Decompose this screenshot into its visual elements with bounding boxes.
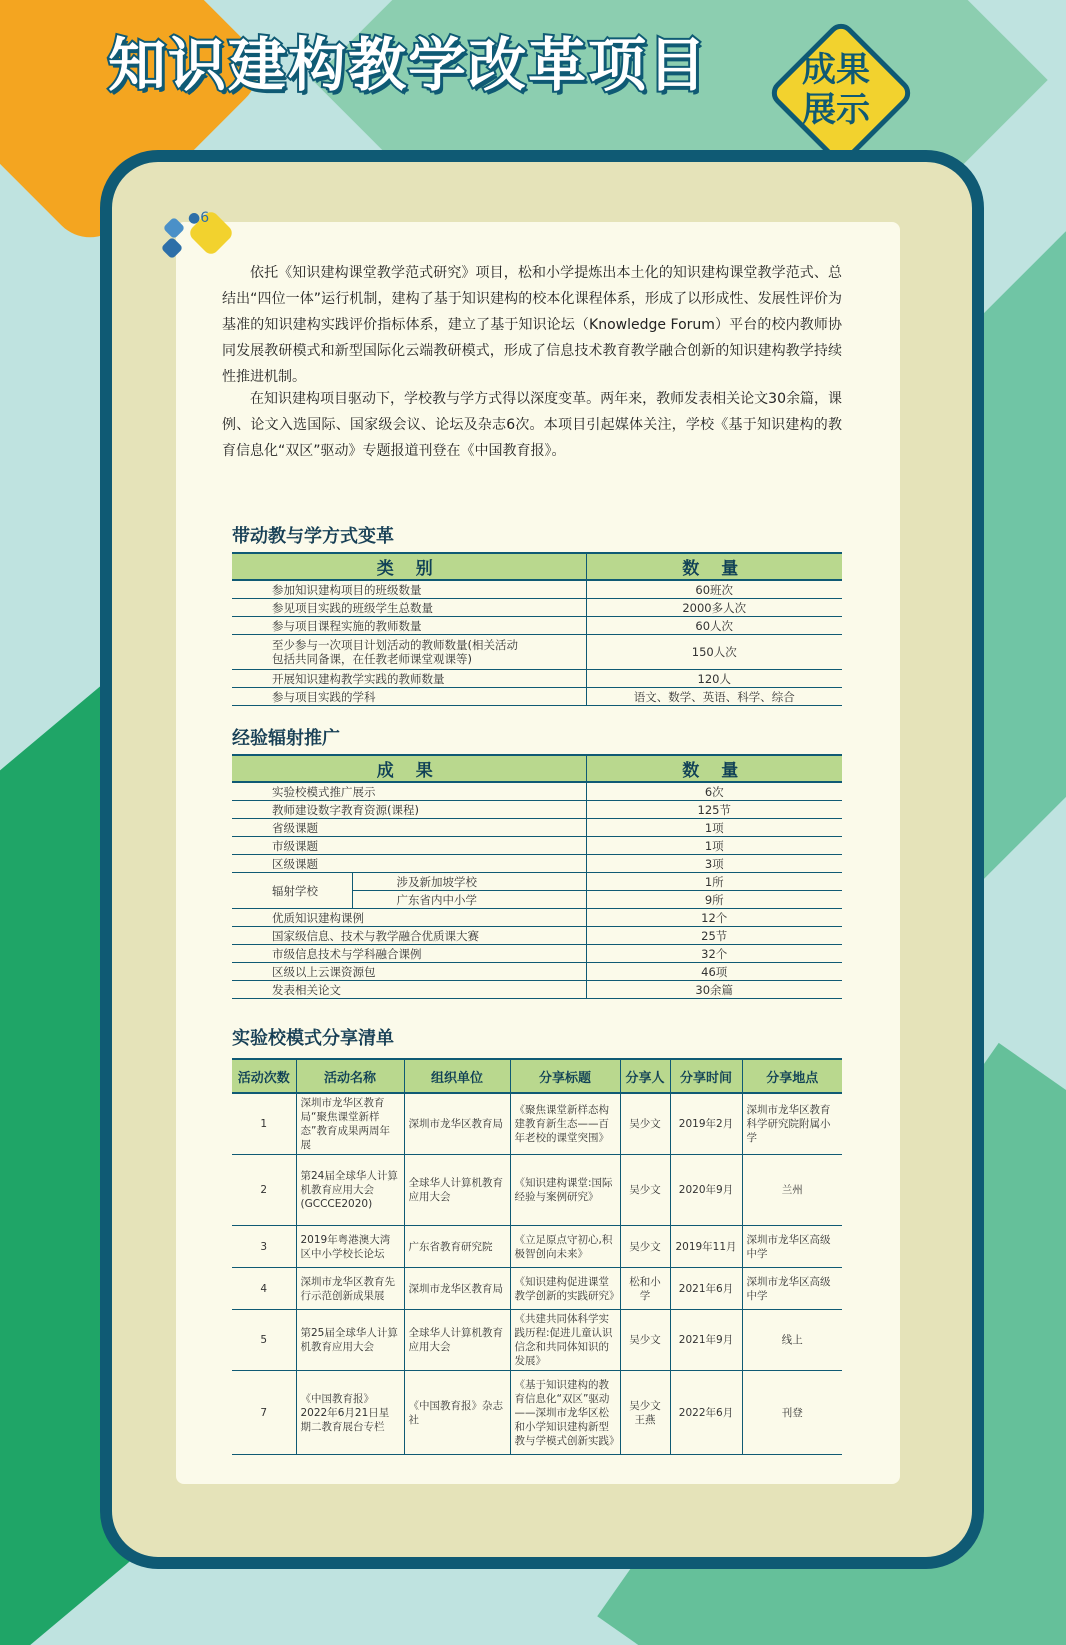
svg-text:●6: ●6: [188, 210, 210, 226]
radiate-label: 辐射学校: [232, 873, 352, 909]
col-header: 数 量: [586, 755, 842, 782]
table-row: 2 第24届全球华人计算机教育应用大会(GCCCE2020) 全球华人计算机教育应用大会 《知识建构课堂:国际经验与案例研究》 吴少文 2020年9月 兰州: [232, 1155, 842, 1226]
table-row: 参加知识建构项目的班级数量 60班次: [232, 580, 842, 599]
col-header: 分享人: [620, 1059, 670, 1093]
table-row: 7 《中国教育报》2022年6月21日星期二教育展台专栏 《中国教育报》杂志社 《基于知识建构的教育信息化“双区”驱动——深圳市龙华区松和小学知识建构新型教与学模式创新实践》 吴少文 王燕 2022年6月 刊登: [232, 1371, 842, 1455]
table-row: 实验校模式推广展示 6次: [232, 782, 842, 801]
col-header: 类 别: [232, 553, 586, 580]
table-row: 省级课题 1项: [232, 819, 842, 837]
intro-paragraph-2: 在知识建构项目驱动下，学校教与学方式得以深度变革。两年来，教师发表相关论文30余篇，课例、论文入选国际、国家级会议、论坛及杂志6次。本项目引起媒体关注，学校《基于知识建构的教育信息化“双区”驱动》专题报道刊登在《中国教育报》。: [222, 391, 842, 459]
table-header-row: [232, 1059, 842, 1093]
page-title: 知识建构教学改革项目: [108, 31, 709, 99]
table-row: 发表相关论文 30余篇: [232, 981, 842, 999]
table-row: 参见项目实践的班级学生总数量 2000多人次: [232, 599, 842, 617]
section1-heading: 带动教与学方式变革: [232, 526, 394, 547]
table-row: 4 深圳市龙华区教育先行示范创新成果展 深圳市龙华区教育局 《知识建构促进课堂教学创新的实践研究》 松和小学 2021年6月 深圳市龙华区高级中学: [232, 1268, 842, 1310]
table-row: 1 深圳市龙华区教育局“聚焦课堂新样态”教育成果两周年展 深圳市龙华区教育局 《聚焦课堂新样态构建教育新生态——百年老校的课堂突围》 吴少文 2019年2月 深圳市龙华区教育科学研究院附属小学: [232, 1093, 842, 1155]
col-header: 组织单位: [404, 1059, 510, 1093]
table-row: 辐射学校 涉及新加坡学校 1所: [232, 873, 842, 891]
col-header: 活动次数: [232, 1059, 296, 1093]
col-header: 分享标题: [510, 1059, 620, 1093]
table-header-row: [232, 755, 842, 782]
table-row: 区级课题 3项: [232, 855, 842, 873]
intro-paragraph-1: 依托《知识建构课堂教学范式研究》项目，松和小学提炼出本土化的知识建构课堂教学范式、总结出“四位一体”运行机制，建构了基于知识建构的校本化课程体系，形成了以形成性、发展性评价为基准的知识建构实践评价指标体系，建立了基于知识论坛（Knowledge Forum）平台的校内教师协同发展教研模式和新型国际化云端教研模式，形成了信息技术教育教学融合创新的知识建构教学持续性推进机制。: [222, 265, 842, 385]
col-header: 分享地点: [742, 1059, 842, 1093]
section2-table: [232, 754, 842, 999]
col-header: 活动名称: [296, 1059, 404, 1093]
table-header-row: [232, 553, 842, 580]
table-row: 市级信息技术与学科融合课例 32个: [232, 945, 842, 963]
table-row: 区级以上云课资源包 46项: [232, 963, 842, 981]
section2-heading: 经验辐射推广: [232, 728, 340, 749]
table-row: 市级课题 1项: [232, 837, 842, 855]
result-badge: [768, 20, 904, 156]
table-row: 国家级信息、技术与教学融合优质课大赛 25节: [232, 927, 842, 945]
table-row: 教师建设数字教育资源(课程) 125节: [232, 801, 842, 819]
table-row: 开展知识建构教学实践的教师数量 120人: [232, 670, 842, 688]
badge-line1: 成果: [802, 50, 870, 90]
table-row: 参与项目实践的学科 语文、数学、英语、科学、综合: [232, 688, 842, 706]
table-row: 参与项目课程实施的教师数量 60人次: [232, 617, 842, 635]
table-row: 优质知识建构课例 12个: [232, 909, 842, 927]
table-row: 5 第25届全球华人计算机教育应用大会 全球华人计算机教育应用大会 《共建共同体科学实践历程:促进儿童认识信念和共同体知识的发展》 吴少文 2021年9月 线上: [232, 1310, 842, 1371]
table-row: 广东省内中小学 9所: [232, 891, 842, 909]
section3-heading: 实验校模式分享清单: [232, 1028, 394, 1049]
col-header: 分享时间: [670, 1059, 742, 1093]
table-row: 3 2019年粤港澳大湾区中小学校长论坛 广东省教育研究院 《立足原点守初心,积极智创向未来》 吴少文 2019年11月 深圳市龙华区高级中学: [232, 1226, 842, 1268]
badge-line2: 展示: [802, 90, 870, 130]
section3-table: [232, 1058, 842, 1455]
col-header: 数 量: [586, 553, 842, 580]
table-row: 至少参与一次项目计划活动的教师数量(相关活动包括共同备课，在任教老师课堂观课等) 150人次: [232, 635, 842, 670]
section1-table: [232, 552, 842, 706]
col-header: 成 果: [232, 755, 586, 782]
